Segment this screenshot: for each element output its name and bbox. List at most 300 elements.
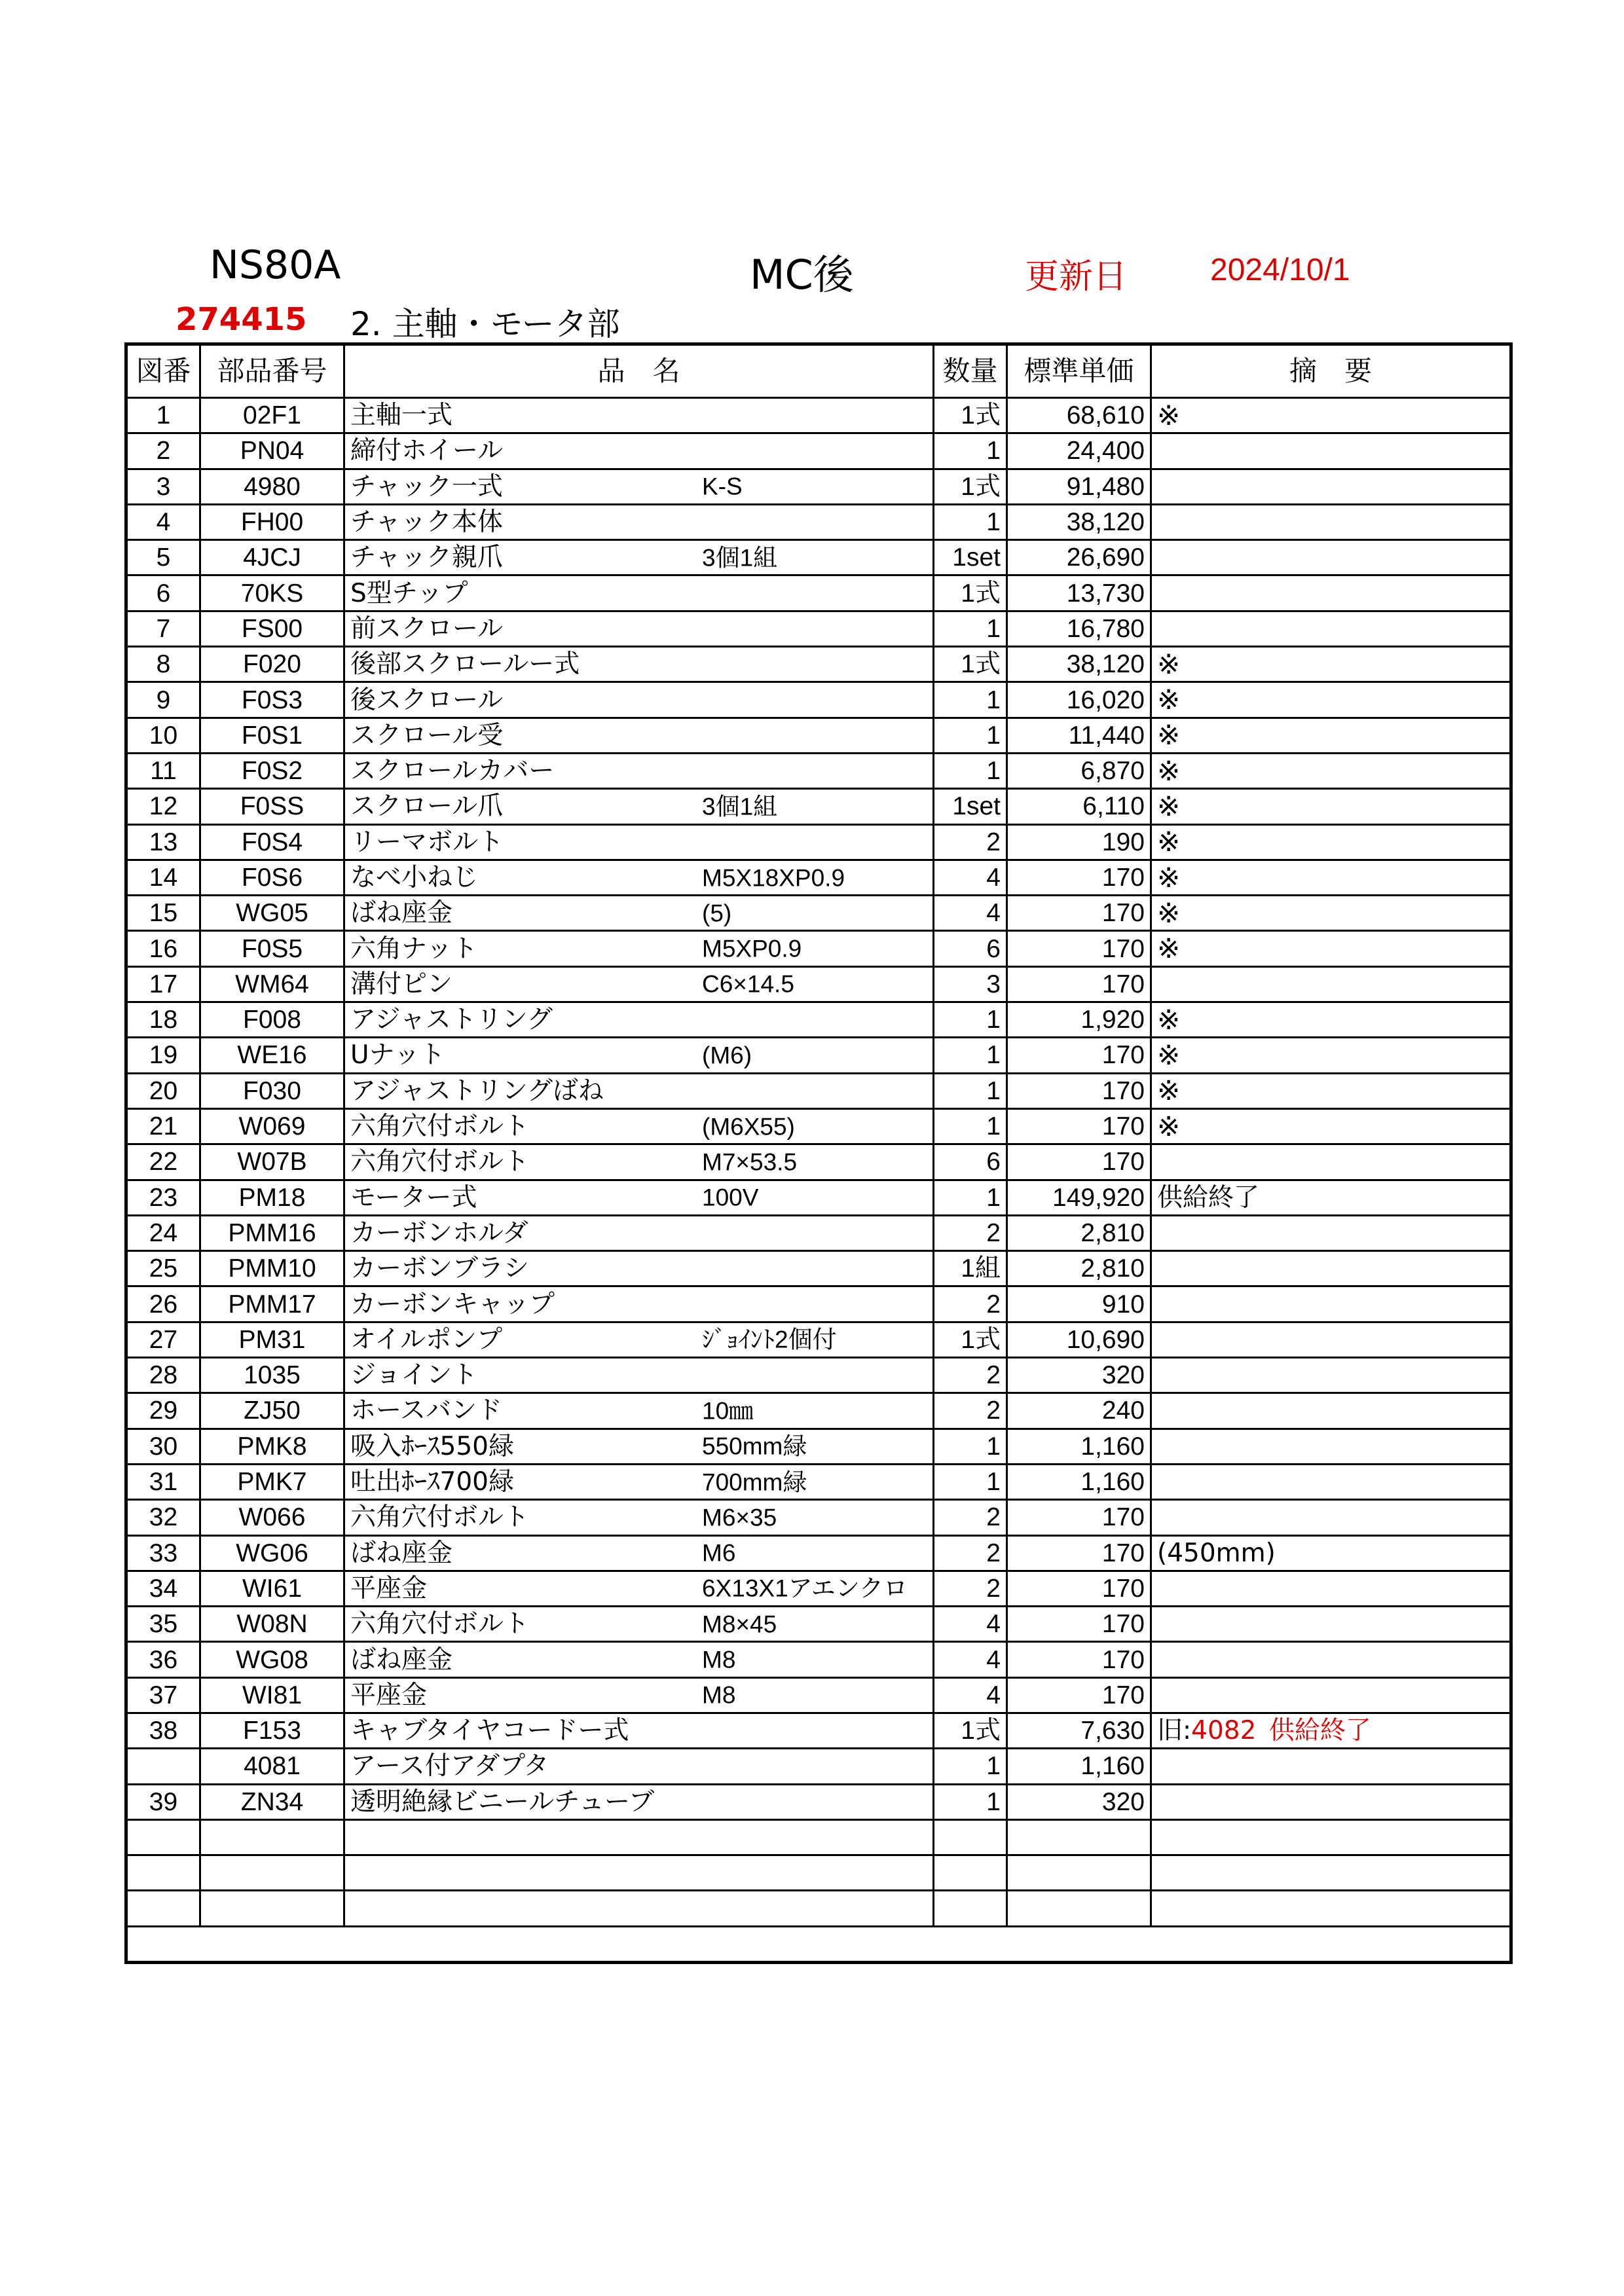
table-row bbox=[126, 611, 1511, 646]
figure-number: 25 bbox=[126, 1251, 200, 1286]
table-row bbox=[126, 469, 1511, 504]
item-name: 六角穴付ボルト bbox=[350, 1112, 530, 1142]
table-row bbox=[126, 1535, 1511, 1571]
part-number: WI81 bbox=[200, 1677, 344, 1713]
table-row bbox=[126, 1251, 1511, 1286]
remarks: ※ bbox=[1151, 753, 1511, 788]
item-cell bbox=[344, 469, 934, 504]
table-row bbox=[126, 1500, 1511, 1535]
part-number: PMM10 bbox=[200, 1251, 344, 1286]
part-number: PM31 bbox=[200, 1322, 344, 1357]
figure-number: 37 bbox=[126, 1677, 200, 1713]
table-row bbox=[126, 1358, 1511, 1393]
empty-cell bbox=[200, 1855, 344, 1891]
item-spec: M5XP0.9 bbox=[702, 935, 802, 962]
empty-cell bbox=[344, 1855, 934, 1891]
section-title: 2. 主軸・モータ部 bbox=[350, 305, 620, 343]
empty-row bbox=[126, 1855, 1511, 1891]
item-cell bbox=[344, 1038, 934, 1073]
unit-price: 16,780 bbox=[1007, 611, 1151, 646]
figure-number: 5 bbox=[126, 540, 200, 575]
item-cell bbox=[344, 1607, 934, 1642]
unit-price: 240 bbox=[1007, 1393, 1151, 1429]
figure-number: 4 bbox=[126, 504, 200, 539]
part-number: PMM17 bbox=[200, 1286, 344, 1322]
item-name: リーマボルト bbox=[350, 827, 504, 857]
table-row bbox=[126, 1286, 1511, 1322]
remarks bbox=[1151, 1322, 1511, 1357]
item-name: アジャストリングばね bbox=[350, 1076, 604, 1106]
item-cell bbox=[344, 398, 934, 433]
quantity: 1式 bbox=[934, 1322, 1007, 1357]
item-spec: (M6X55) bbox=[702, 1113, 795, 1140]
unit-price: 170 bbox=[1007, 1571, 1151, 1606]
item-spec: 550mm緑 bbox=[702, 1432, 807, 1460]
remarks: ※ bbox=[1151, 1073, 1511, 1108]
item-cell bbox=[344, 1713, 934, 1748]
item-name: Uナット bbox=[350, 1040, 445, 1070]
empty-cell bbox=[934, 1891, 1007, 1926]
item-name: ばね座金 bbox=[350, 898, 453, 928]
figure-number: 2 bbox=[126, 433, 200, 469]
remarks bbox=[1151, 1251, 1511, 1286]
table-row bbox=[126, 896, 1511, 931]
figure-number: 38 bbox=[126, 1713, 200, 1748]
part-number: F0S6 bbox=[200, 860, 344, 895]
quantity: 1 bbox=[934, 753, 1007, 788]
remarks bbox=[1151, 504, 1511, 539]
quantity: 4 bbox=[934, 1642, 1007, 1677]
item-name: カーボンキャップ bbox=[350, 1289, 555, 1319]
empty-cell bbox=[1007, 1855, 1151, 1891]
item-cell bbox=[344, 1002, 934, 1038]
remarks: (450mm) bbox=[1151, 1535, 1511, 1571]
quantity: 2 bbox=[934, 1500, 1007, 1535]
unit-price: 170 bbox=[1007, 896, 1151, 931]
unit-price: 170 bbox=[1007, 1607, 1151, 1642]
figure-number: 21 bbox=[126, 1108, 200, 1144]
figure-number: 22 bbox=[126, 1144, 200, 1180]
part-number: F0S5 bbox=[200, 931, 344, 966]
table-row bbox=[126, 504, 1511, 539]
item-cell bbox=[344, 1108, 934, 1144]
figure-number: 18 bbox=[126, 1002, 200, 1038]
item-name: 主軸一式 bbox=[350, 401, 453, 431]
item-spec: 6X13X1アエンクロ bbox=[702, 1575, 908, 1602]
item-name: 後部スクロールー式 bbox=[350, 649, 580, 680]
part-number: WG08 bbox=[200, 1642, 344, 1677]
item-spec: K-S bbox=[702, 473, 743, 500]
item-name: ばね座金 bbox=[350, 1645, 453, 1675]
quantity: 1 bbox=[934, 682, 1007, 718]
table-row bbox=[126, 1642, 1511, 1677]
updated-label: 更新日 bbox=[1025, 257, 1128, 297]
part-number: WG05 bbox=[200, 896, 344, 931]
item-cell bbox=[344, 1286, 934, 1322]
unit-price: 320 bbox=[1007, 1784, 1151, 1819]
remarks bbox=[1151, 1464, 1511, 1499]
item-cell bbox=[344, 1322, 934, 1357]
item-spec: 700mm緑 bbox=[702, 1468, 807, 1496]
figure-number: 35 bbox=[126, 1607, 200, 1642]
item-name: 吐出ﾎｰｽ700緑 bbox=[350, 1467, 514, 1497]
unit-price: 170 bbox=[1007, 931, 1151, 966]
item-spec: 100V bbox=[702, 1184, 759, 1211]
figure-number: 19 bbox=[126, 1038, 200, 1073]
unit-price: 170 bbox=[1007, 1535, 1151, 1571]
item-name: 前スクロール bbox=[350, 613, 504, 644]
quantity: 1組 bbox=[934, 1251, 1007, 1286]
remarks bbox=[1151, 469, 1511, 504]
table-row bbox=[126, 1322, 1511, 1357]
item-cell bbox=[344, 1144, 934, 1180]
item-spec: M8 bbox=[702, 1646, 736, 1673]
quantity: 2 bbox=[934, 1358, 1007, 1393]
remarks bbox=[1151, 540, 1511, 575]
empty-cell bbox=[344, 1891, 934, 1926]
table-row bbox=[126, 1002, 1511, 1038]
figure-number: 6 bbox=[126, 575, 200, 611]
part-number: W069 bbox=[200, 1108, 344, 1144]
part-number: WG06 bbox=[200, 1535, 344, 1571]
unit-price: 91,480 bbox=[1007, 469, 1151, 504]
remarks: ※ bbox=[1151, 1108, 1511, 1144]
table-row bbox=[126, 1180, 1511, 1215]
unit-price: 2,810 bbox=[1007, 1215, 1151, 1250]
empty-cell bbox=[1151, 1855, 1511, 1891]
remarks bbox=[1151, 1286, 1511, 1322]
unit-price: 320 bbox=[1007, 1358, 1151, 1393]
remarks: ※ bbox=[1151, 398, 1511, 433]
quantity: 1 bbox=[934, 718, 1007, 753]
unit-price: 26,690 bbox=[1007, 540, 1151, 575]
item-cell bbox=[344, 1358, 934, 1393]
unit-price: 1,160 bbox=[1007, 1429, 1151, 1464]
figure-number: 34 bbox=[126, 1571, 200, 1606]
figure-number: 13 bbox=[126, 824, 200, 860]
remarks bbox=[1151, 1500, 1511, 1535]
item-cell bbox=[344, 1784, 934, 1819]
quantity: 3 bbox=[934, 966, 1007, 1002]
item-cell bbox=[344, 1215, 934, 1250]
remarks bbox=[1151, 1215, 1511, 1250]
figure-number: 33 bbox=[126, 1535, 200, 1571]
empty-cell bbox=[344, 1819, 934, 1855]
part-number: FH00 bbox=[200, 504, 344, 539]
table-row bbox=[126, 1784, 1511, 1819]
quantity: 1 bbox=[934, 1002, 1007, 1038]
header-fig: 図番 bbox=[126, 344, 200, 398]
quantity: 1式 bbox=[934, 1713, 1007, 1748]
item-name: ジョイント bbox=[350, 1360, 478, 1391]
item-name: スクロール爪 bbox=[350, 792, 504, 822]
part-number: W066 bbox=[200, 1500, 344, 1535]
table-row bbox=[126, 1464, 1511, 1499]
item-name: チャック親爪 bbox=[350, 543, 503, 573]
part-number: PMK8 bbox=[200, 1429, 344, 1464]
quantity: 1 bbox=[934, 433, 1007, 469]
item-name: 透明絶縁ビニールチューブ bbox=[350, 1787, 655, 1817]
figure-number: 15 bbox=[126, 896, 200, 931]
item-cell bbox=[344, 966, 934, 1002]
item-spec: M8×45 bbox=[702, 1611, 777, 1638]
quantity: 1 bbox=[934, 611, 1007, 646]
item-spec: M6 bbox=[702, 1539, 736, 1567]
empty-cell bbox=[1151, 1819, 1511, 1855]
quantity: 1 bbox=[934, 1073, 1007, 1108]
empty-cell bbox=[1007, 1891, 1151, 1926]
item-cell bbox=[344, 1180, 934, 1215]
empty-cell bbox=[200, 1891, 344, 1926]
header-part-number: 部品番号 bbox=[200, 344, 344, 398]
figure-number: 7 bbox=[126, 611, 200, 646]
item-name: チャック一式 bbox=[350, 471, 503, 501]
header-unit-price: 標準単価 bbox=[1007, 344, 1151, 398]
table-row bbox=[126, 753, 1511, 788]
figure-number: 24 bbox=[126, 1215, 200, 1250]
table-row bbox=[126, 682, 1511, 718]
part-number: F0S1 bbox=[200, 718, 344, 753]
unit-price: 13,730 bbox=[1007, 575, 1151, 611]
item-cell bbox=[344, 540, 934, 575]
remarks bbox=[1151, 1642, 1511, 1677]
empty-cell bbox=[126, 1819, 200, 1855]
table-row bbox=[126, 647, 1511, 682]
part-number: F0S2 bbox=[200, 753, 344, 788]
item-name: 吸入ﾎｰｽ550緑 bbox=[350, 1431, 514, 1461]
figure-number: 8 bbox=[126, 647, 200, 682]
unit-price: 38,120 bbox=[1007, 504, 1151, 539]
item-name: 平座金 bbox=[350, 1573, 428, 1603]
item-cell bbox=[344, 433, 934, 469]
quantity: 1 bbox=[934, 1180, 1007, 1215]
part-number: ZJ50 bbox=[200, 1393, 344, 1429]
remarks bbox=[1151, 1713, 1511, 1748]
quantity: 1式 bbox=[934, 647, 1007, 682]
item-spec: ｼﾞｮｲﾝﾄ2個付 bbox=[702, 1326, 837, 1353]
item-name: S型チップ bbox=[350, 578, 468, 608]
quantity: 1式 bbox=[934, 398, 1007, 433]
item-spec: 3個1組 bbox=[702, 793, 778, 820]
table-row bbox=[126, 575, 1511, 611]
unit-price: 1,920 bbox=[1007, 1002, 1151, 1038]
part-number: W08N bbox=[200, 1607, 344, 1642]
item-name: チャック本体 bbox=[350, 507, 503, 538]
figure-number: 16 bbox=[126, 931, 200, 966]
table-row bbox=[126, 1144, 1511, 1180]
part-number: F0S4 bbox=[200, 824, 344, 860]
part-number: WE16 bbox=[200, 1038, 344, 1073]
figure-number: 1 bbox=[126, 398, 200, 433]
remarks: 供給終了 bbox=[1151, 1180, 1511, 1215]
quantity: 1式 bbox=[934, 575, 1007, 611]
figure-number: 3 bbox=[126, 469, 200, 504]
item-cell bbox=[344, 789, 934, 824]
unit-price: 68,610 bbox=[1007, 398, 1151, 433]
old-label: 旧: bbox=[1157, 1716, 1192, 1746]
model-name: NS80A bbox=[210, 242, 341, 288]
part-number: 4JCJ bbox=[200, 540, 344, 575]
remarks: ※ bbox=[1151, 718, 1511, 753]
part-number: W07B bbox=[200, 1144, 344, 1180]
empty-cell bbox=[1151, 1891, 1511, 1926]
header-item-name: 品 名 bbox=[344, 344, 934, 398]
item-cell bbox=[344, 931, 934, 966]
figure-number: 26 bbox=[126, 1286, 200, 1322]
item-spec: 3個1組 bbox=[702, 544, 778, 572]
unit-price: 190 bbox=[1007, 824, 1151, 860]
table-row bbox=[126, 398, 1511, 433]
unit-price: 149,920 bbox=[1007, 1180, 1151, 1215]
part-number: FS00 bbox=[200, 611, 344, 646]
item-cell bbox=[344, 1073, 934, 1108]
empty-row bbox=[126, 1891, 1511, 1926]
quantity: 6 bbox=[934, 931, 1007, 966]
unit-price: 6,110 bbox=[1007, 789, 1151, 824]
item-cell bbox=[344, 647, 934, 682]
table-row bbox=[126, 966, 1511, 1002]
part-number: F153 bbox=[200, 1713, 344, 1748]
item-name: スクロールカバー bbox=[350, 756, 555, 786]
item-cell bbox=[344, 860, 934, 895]
part-number: 4081 bbox=[200, 1749, 344, 1784]
quantity: 4 bbox=[934, 1677, 1007, 1713]
table-header-row bbox=[126, 344, 1511, 398]
remarks: ※ bbox=[1151, 1002, 1511, 1038]
empty-row bbox=[126, 1819, 1511, 1855]
part-number: F008 bbox=[200, 1002, 344, 1038]
part-number: PMM16 bbox=[200, 1215, 344, 1250]
part-number: 4980 bbox=[200, 469, 344, 504]
remarks bbox=[1151, 1571, 1511, 1606]
quantity: 4 bbox=[934, 1607, 1007, 1642]
quantity: 4 bbox=[934, 860, 1007, 895]
remarks bbox=[1151, 1749, 1511, 1784]
part-number: WM64 bbox=[200, 966, 344, 1002]
remarks bbox=[1151, 1429, 1511, 1464]
updated-date: 2024/10/1 bbox=[1210, 253, 1350, 287]
quantity: 2 bbox=[934, 1215, 1007, 1250]
remarks bbox=[1151, 966, 1511, 1002]
item-spec: M6×35 bbox=[702, 1504, 777, 1531]
part-number: 70KS bbox=[200, 575, 344, 611]
empty-cell bbox=[200, 1819, 344, 1855]
unit-price: 1,160 bbox=[1007, 1464, 1151, 1499]
unit-price: 170 bbox=[1007, 1677, 1151, 1713]
table-row bbox=[126, 1607, 1511, 1642]
empty-cell bbox=[126, 1926, 1511, 1962]
unit-price: 170 bbox=[1007, 1642, 1151, 1677]
item-name: 溝付ピン bbox=[350, 969, 453, 999]
part-number: 1035 bbox=[200, 1358, 344, 1393]
quantity: 1set bbox=[934, 540, 1007, 575]
header-quantity: 数量 bbox=[934, 344, 1007, 398]
figure-number: 29 bbox=[126, 1393, 200, 1429]
unit-price: 38,120 bbox=[1007, 647, 1151, 682]
quantity: 4 bbox=[934, 896, 1007, 931]
item-cell bbox=[344, 504, 934, 539]
remarks bbox=[1151, 1677, 1511, 1713]
item-name: 六角穴付ボルト bbox=[350, 1503, 530, 1533]
unit-price: 2,810 bbox=[1007, 1251, 1151, 1286]
figure-number: 9 bbox=[126, 682, 200, 718]
table-row bbox=[126, 1713, 1511, 1748]
figure-number: 36 bbox=[126, 1642, 200, 1677]
item-cell bbox=[344, 1749, 934, 1784]
remarks: ※ bbox=[1151, 789, 1511, 824]
remarks bbox=[1151, 1607, 1511, 1642]
quantity: 1 bbox=[934, 1464, 1007, 1499]
part-number: PM18 bbox=[200, 1180, 344, 1215]
part-number: PN04 bbox=[200, 433, 344, 469]
item-name: 六角穴付ボルト bbox=[350, 1609, 530, 1639]
remarks bbox=[1151, 1784, 1511, 1819]
remarks bbox=[1151, 575, 1511, 611]
remarks bbox=[1151, 611, 1511, 646]
table-row bbox=[126, 824, 1511, 860]
quantity: 1 bbox=[934, 1038, 1007, 1073]
unit-price: 16,020 bbox=[1007, 682, 1151, 718]
figure-number: 30 bbox=[126, 1429, 200, 1464]
item-name: ホースバンド bbox=[350, 1396, 503, 1426]
item-cell bbox=[344, 1571, 934, 1606]
unit-price: 910 bbox=[1007, 1286, 1151, 1322]
table-row bbox=[126, 433, 1511, 469]
unit-price: 11,440 bbox=[1007, 718, 1151, 753]
table-row bbox=[126, 1073, 1511, 1108]
part-number: F030 bbox=[200, 1073, 344, 1108]
item-cell bbox=[344, 1677, 934, 1713]
item-name: 締付ホイール bbox=[350, 436, 504, 466]
remarks bbox=[1151, 1358, 1511, 1393]
unit-price: 170 bbox=[1007, 1038, 1151, 1073]
quantity: 2 bbox=[934, 1393, 1007, 1429]
quantity: 1set bbox=[934, 789, 1007, 824]
figure-number: 27 bbox=[126, 1322, 200, 1357]
figure-number bbox=[126, 1749, 200, 1784]
item-cell bbox=[344, 718, 934, 753]
table-row bbox=[126, 1429, 1511, 1464]
document-type: MC後 bbox=[750, 251, 854, 299]
part-number: F020 bbox=[200, 647, 344, 682]
unit-price: 170 bbox=[1007, 860, 1151, 895]
remarks bbox=[1151, 1144, 1511, 1180]
item-name: 六角ナット bbox=[350, 934, 478, 964]
figure-number: 10 bbox=[126, 718, 200, 753]
item-cell bbox=[344, 1393, 934, 1429]
item-cell bbox=[344, 611, 934, 646]
quantity: 2 bbox=[934, 824, 1007, 860]
figure-number: 14 bbox=[126, 860, 200, 895]
figure-number: 20 bbox=[126, 1073, 200, 1108]
item-name: カーボンホルダ bbox=[350, 1218, 528, 1248]
remarks bbox=[1151, 1393, 1511, 1429]
figure-number: 17 bbox=[126, 966, 200, 1002]
item-spec: M5X18XP0.9 bbox=[702, 864, 845, 891]
figure-number: 11 bbox=[126, 753, 200, 788]
item-cell bbox=[344, 1500, 934, 1535]
unit-price: 1,160 bbox=[1007, 1749, 1151, 1784]
item-name: スクロール受 bbox=[350, 720, 504, 750]
remarks bbox=[1151, 433, 1511, 469]
table-row bbox=[126, 540, 1511, 575]
part-number: PMK7 bbox=[200, 1464, 344, 1499]
item-name: ばね座金 bbox=[350, 1538, 453, 1568]
remarks: ※ bbox=[1151, 931, 1511, 966]
table-row bbox=[126, 1749, 1511, 1784]
table-row bbox=[126, 1677, 1511, 1713]
item-name: キャブタイヤコードー式 bbox=[350, 1716, 629, 1746]
